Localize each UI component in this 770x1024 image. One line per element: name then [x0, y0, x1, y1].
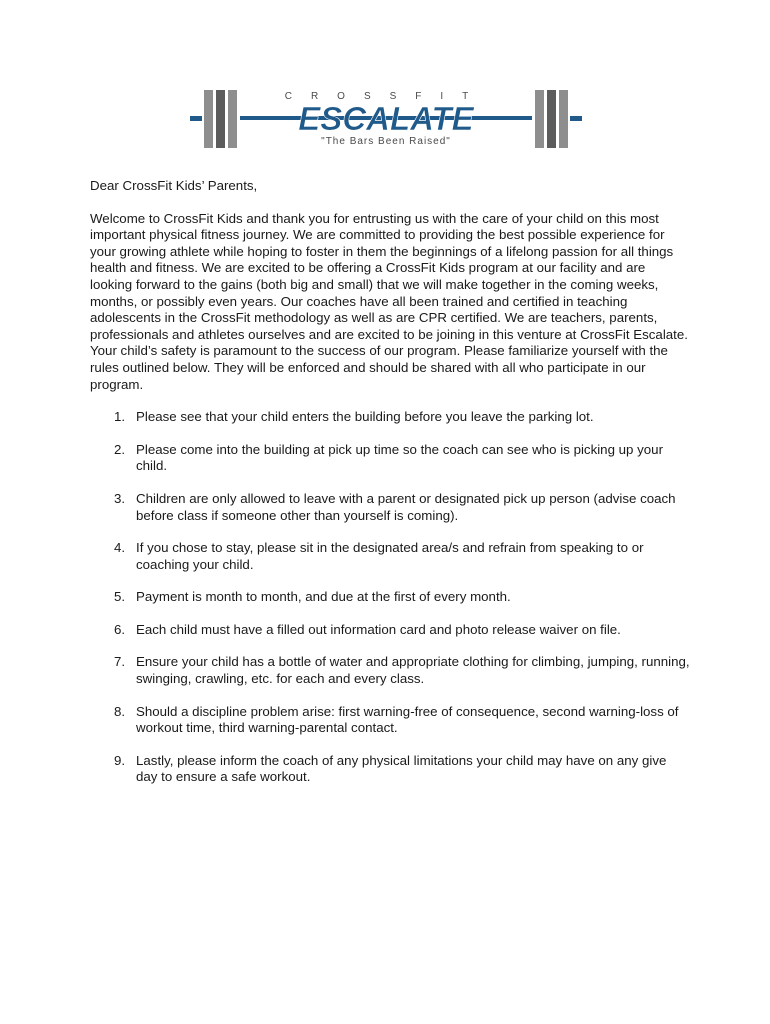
logo-top-text: CROSSFIT	[284, 91, 488, 102]
rules-list	[90, 409, 690, 786]
rule-number: 8.	[114, 703, 126, 719]
left-plate-inner	[228, 90, 237, 148]
rule-item	[90, 491, 690, 524]
crossfit-escalate-logo	[190, 84, 582, 156]
rule-text: Please see that your child enters the building before you leave the parking lot.	[136, 409, 594, 425]
letter-body	[90, 178, 690, 802]
rule-number: 5.	[114, 589, 126, 605]
logo-main-text: ESCALATE	[298, 100, 474, 137]
rule-number: 2.	[114, 441, 126, 457]
rule-item	[90, 753, 690, 786]
rule-number: 3.	[114, 490, 126, 506]
rule-number: 4.	[114, 540, 126, 556]
rule-text: Lastly, please inform the coach of any physical limitations your child may have on any give day to ensure a safe workout.	[136, 752, 667, 785]
left-plate-mid	[216, 90, 225, 148]
rule-number: 1.	[114, 409, 126, 425]
rule-number: 6.	[114, 621, 126, 637]
rule-item	[90, 704, 690, 737]
rule-text: Children are only allowed to leave with a parent or designated pick up person (advise coach before class if someone other than yourself is coming).	[136, 490, 676, 523]
rule-item	[90, 589, 690, 606]
right-plate-inner	[535, 90, 544, 148]
logo-graphic	[190, 84, 582, 156]
rule-text: Ensure your child has a bottle of water and appropriate clothing for climbing, jumping, running, swinging, crawling, etc. for each and every class.	[136, 654, 690, 687]
rule-text: Payment is month to month, and due at the first of every month.	[136, 589, 511, 605]
rule-text: If you chose to stay, please sit in the designated area/s and refrain from speaking to or coaching your child.	[136, 540, 644, 572]
left-plate-outer	[204, 90, 213, 148]
left-bar-end	[190, 116, 202, 121]
rule-text: Please come into the building at pick up time so the coach can see who is picking up your child.	[136, 441, 664, 474]
rule-number: 7.	[114, 654, 126, 670]
right-bar-end	[570, 116, 582, 121]
logo-tagline: "The Bars Been Raised"	[321, 136, 451, 147]
right-plate-mid	[547, 90, 556, 148]
rule-text: Each child must have a filled out information card and photo release waiver on file.	[136, 621, 621, 637]
greeting: Dear CrossFit Kids’ Parents,	[90, 178, 258, 193]
rule-item	[90, 540, 690, 573]
rule-text: Should a discipline problem arise: first warning-free of consequence, second warning-loss of workout time, third warning-parental contact.	[136, 703, 679, 736]
rule-item	[90, 654, 690, 687]
rule-item	[90, 442, 690, 475]
intro-paragraph: Welcome to CrossFit Kids and thank you for entrusting us with the care of your child on this most important physical fitness journey. We are committed to providing the best possible experience for your growing athlete while hoping to foster in them the beginnings of a lifelong passion for all things health and fitness. We are excited to be offering a CrossFit Kids program at our facility and are looking forward to the gains (both big and small) that we will make together in the coming weeks, months, or possibly even years. Our coaches have all been trained and certified in teaching adolescents in the CrossFit methodology as well as are CPR certified. We are teachers, parents, professionals and athletes ourselves and are excited to be joining in this venture at CrossFit Escalate. Your child’s safety is paramount to the success of our program. Please familiarize yourself with the rules outlined below. They will be enforced and should be shared with all who participate in our program.	[90, 210, 688, 392]
rule-number: 9.	[114, 752, 126, 768]
rule-item	[90, 409, 690, 426]
right-plate-outer	[559, 90, 568, 148]
rule-item	[90, 622, 690, 639]
